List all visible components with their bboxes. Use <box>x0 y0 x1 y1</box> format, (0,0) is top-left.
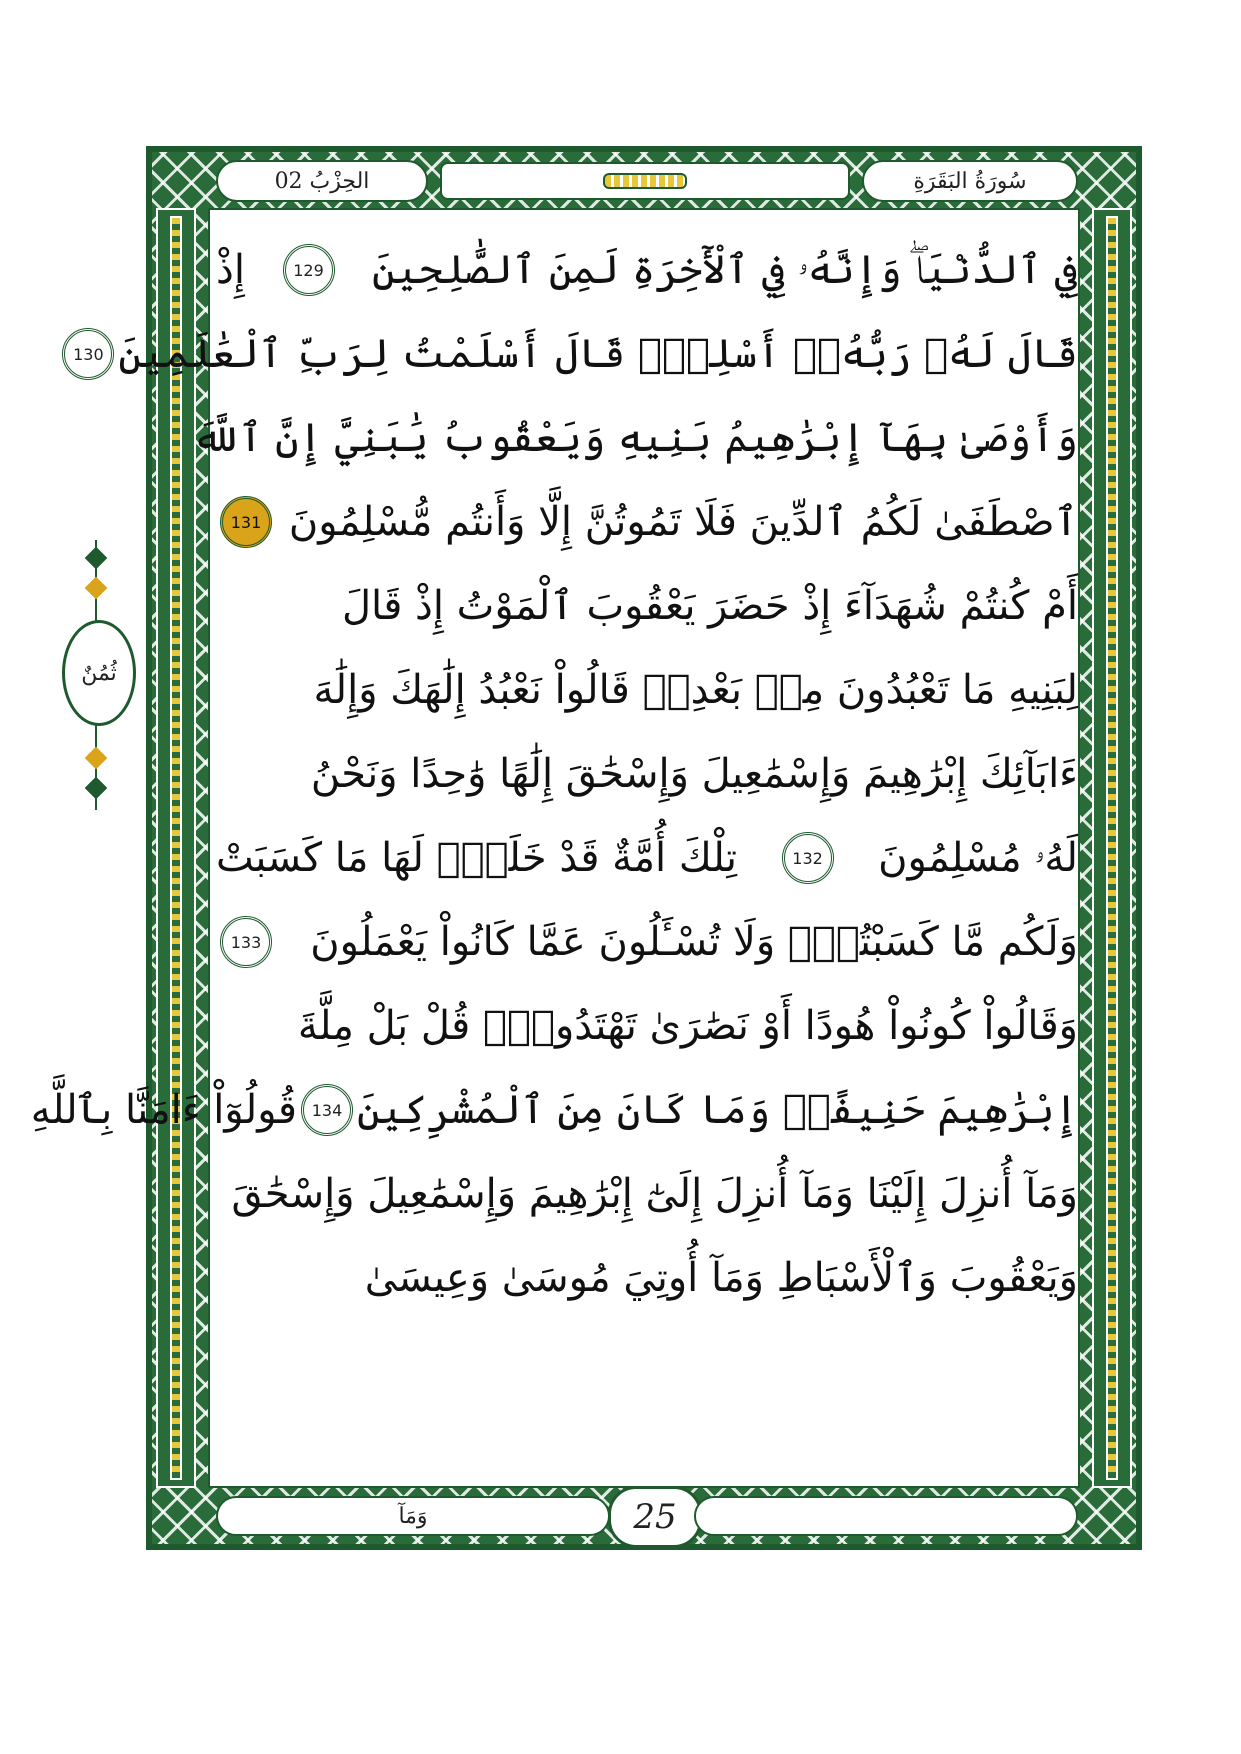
text-line <box>216 480 1078 564</box>
right-border-chain <box>1092 208 1132 1488</box>
verse-text: وَيَعْقُوبَ وَٱلْأَسْبَاطِ وَمَآ أُوتِيَ مُوسَىٰ وَعِيسَىٰ <box>364 1255 1078 1301</box>
footer-ornament <box>694 1496 1078 1536</box>
verse-text: ءَابَآئِكَ إِبْرَٰهِيمَ وَإِسْمَٰعِيلَ وَإِسْحَٰقَ إِلَٰهًا وَٰحِدًا وَنَحْنُ <box>310 751 1078 797</box>
text-line <box>216 1152 1078 1236</box>
verse-text: ٱصْطَفَىٰ لَكُمُ ٱلدِّينَ فَلَا تَمُوتُنَّ إِلَّا وَأَنتُم مُّسْلِمُونَ <box>288 499 1078 545</box>
text-line <box>216 900 1078 984</box>
surah-name: سُورَةُ البَقَرَةِ <box>862 160 1078 202</box>
ayah-number-marker: 134 <box>301 1084 353 1136</box>
text-line <box>216 732 1078 816</box>
hizb-label: الحِزْبُ 02 <box>216 160 428 202</box>
catchword <box>216 1496 610 1536</box>
text-line <box>216 816 1078 900</box>
header-ornament <box>440 162 850 200</box>
ayah-number-marker: 129 <box>283 244 335 296</box>
text-line <box>216 564 1078 648</box>
verse-text: وَلَكُم مَّا كَسَبْتُمْۖ وَلَا تُسْـَٔلُونَ عَمَّا كَانُواْ يَعْمَلُونَ <box>310 919 1078 965</box>
verse-text: إِذْ <box>216 247 245 293</box>
verse-text: قَالَ لَهُۥ رَبُّهُۥٓ أَسْلِمْۖ قَالَ أَسْلَمْتُ لِرَبِّ ٱلْعَٰلَمِينَ <box>118 331 1078 377</box>
diamond-icon <box>85 547 108 570</box>
text-line <box>73 312 1078 396</box>
verse-text: وَمَآ أُنزِلَ إِلَيْنَا وَمَآ أُنزِلَ إِلَىٰٓ إِبْرَٰهِيمَ وَإِسْمَٰعِيلَ وَإِسْحَٰقَ <box>231 1171 1078 1217</box>
medallion-ring <box>62 620 136 726</box>
text-line <box>216 228 1078 312</box>
text-line <box>216 648 1078 732</box>
ayah-number-marker: 133 <box>220 916 272 968</box>
ayah-number-marker: 131 <box>220 496 272 548</box>
diamond-icon <box>85 777 108 800</box>
verse-text: لِبَنِيهِ مَا تَعْبُدُونَ مِنۢ بَعْدِيۖ قَالُواْ نَعْبُدُ إِلَٰهَكَ وَإِلَٰهَ <box>313 667 1078 713</box>
marker-text: ثُمُنٌ <box>81 660 117 686</box>
ayah-number-marker: 132 <box>782 832 834 884</box>
verse-text: تِلْكَ أُمَّةٌ قَدْ خَلَتْۖ لَهَا مَا كَسَبَتْ <box>216 835 737 881</box>
gold-diamond-icon <box>85 747 108 770</box>
verse-text: إِبْرَٰهِيمَ حَنِيفًاۖ وَمَا كَانَ مِنَ ٱلْمُشْرِكِينَ <box>357 1087 1078 1133</box>
verse-text: لَهُۥ مُسْلِمُونَ <box>878 835 1078 881</box>
ayah-number-marker: 130 <box>62 328 114 380</box>
catchword-text: وَمَآ <box>398 1503 428 1529</box>
thumn-marker <box>58 540 134 810</box>
gold-diamond-icon <box>85 577 108 600</box>
verse-text: وَقَالُواْ كُونُواْ هُودًا أَوْ نَصَٰرَىٰ تَهْتَدُواْۗ قُلْ بَلْ مِلَّةَ <box>297 1003 1078 1049</box>
dots-ornament-icon <box>603 173 687 189</box>
text-line <box>30 1068 1078 1152</box>
page-number: 25 <box>608 1486 702 1548</box>
verse-text: وَأَوْصَىٰ بِهَآ إِبْرَٰهِيمُ بَنِيهِ وَيَعْقُوبُ يَٰبَنِيَّ إِنَّ ٱللَّهَ <box>192 415 1078 461</box>
text-line <box>216 1236 1078 1320</box>
text-line <box>192 396 1078 480</box>
left-border-chain <box>156 208 196 1488</box>
verse-text: أَمْ كُنتُمْ شُهَدَآءَ إِذْ حَضَرَ يَعْقُوبَ ٱلْمَوْتُ إِذْ قَالَ <box>341 583 1078 629</box>
text-line <box>216 984 1078 1068</box>
verse-text: قُولُوٓاْ ءَامَنَّا بِٱللَّهِ <box>30 1087 298 1133</box>
verse-text: فِي ٱلدُّنْيَاۖ وَإِنَّهُۥ فِي ٱلْأٓخِرَةِ لَمِنَ ٱلصَّٰلِحِينَ <box>372 247 1078 293</box>
